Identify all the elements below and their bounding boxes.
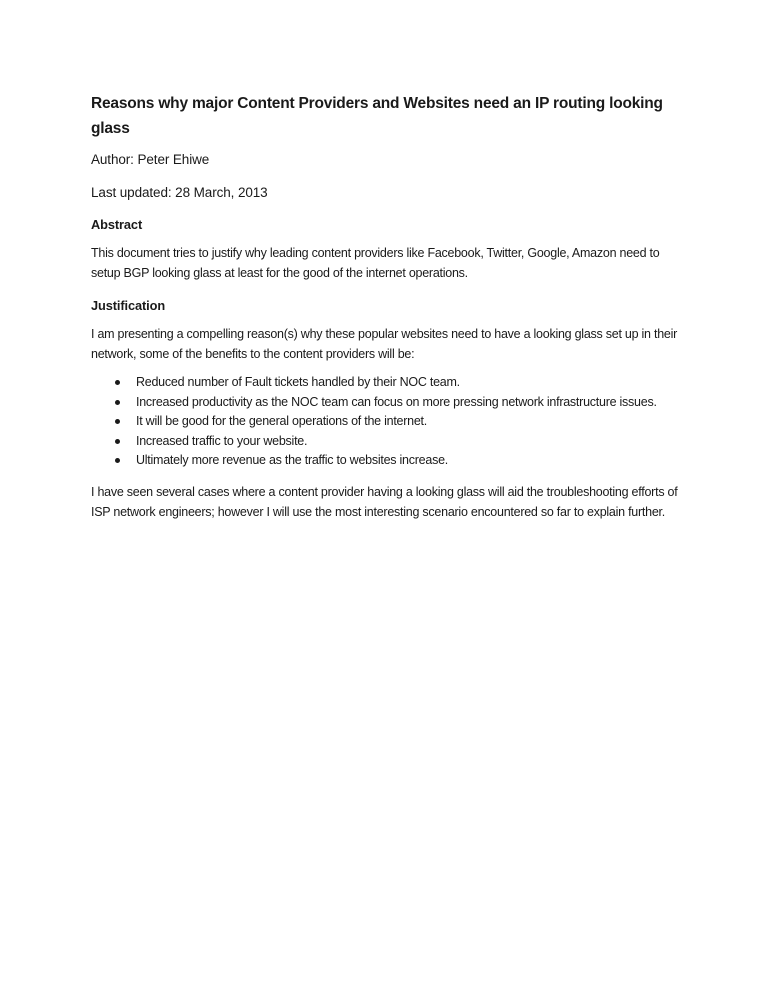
bullet-icon: [115, 419, 120, 424]
list-item-text: Ultimately more revenue as the traffic to websites increase.: [136, 453, 448, 467]
list-item: [91, 373, 681, 393]
author-line: Author: Peter Ehiwe: [91, 152, 210, 167]
justification-heading: Justification: [91, 298, 166, 313]
list-item-text: Increased productivity as the NOC team can focus on more pressing network infrastructure issues.: [136, 394, 657, 409]
document-page: [91, 91, 681, 522]
last-updated-line: Last updated: 28 March, 2013: [91, 185, 268, 200]
bullet-icon: [115, 439, 120, 444]
list-item: [91, 432, 681, 452]
closing-paragraph: I have seen several cases where a content provider having a looking glass will aid the troubleshooting efforts of ISP network engineers; however I will use the most interesting scenario encountered so far to explain further.: [91, 484, 678, 519]
list-item-text: Reduced number of Fault tickets handled by their NOC team.: [136, 375, 460, 389]
bullet-icon: [115, 400, 120, 405]
list-item: [91, 393, 681, 413]
bullet-icon: [115, 458, 120, 463]
justification-intro-paragraph: I am presenting a compelling reason(s) why these popular websites need to have a looking glass set up in their network, some of the benefits to the content providers will be:: [91, 327, 678, 361]
abstract-paragraph: This document tries to justify why leading content providers like Facebook, Twitter, Google, Amazon need to setup BGP looking glass at least for the good of the internet operations.: [91, 246, 660, 280]
bullet-icon: [115, 380, 120, 385]
list-item-text: Increased traffic to your website.: [136, 433, 308, 448]
list-item: [91, 412, 681, 432]
benefits-list: [91, 373, 681, 471]
abstract-heading: Abstract: [91, 217, 143, 232]
document-title: Reasons why major Content Providers and Websites need an IP routing looking glass: [91, 95, 663, 137]
list-item-text: It will be good for the general operations of the internet.: [136, 414, 427, 428]
list-item: [91, 451, 681, 471]
